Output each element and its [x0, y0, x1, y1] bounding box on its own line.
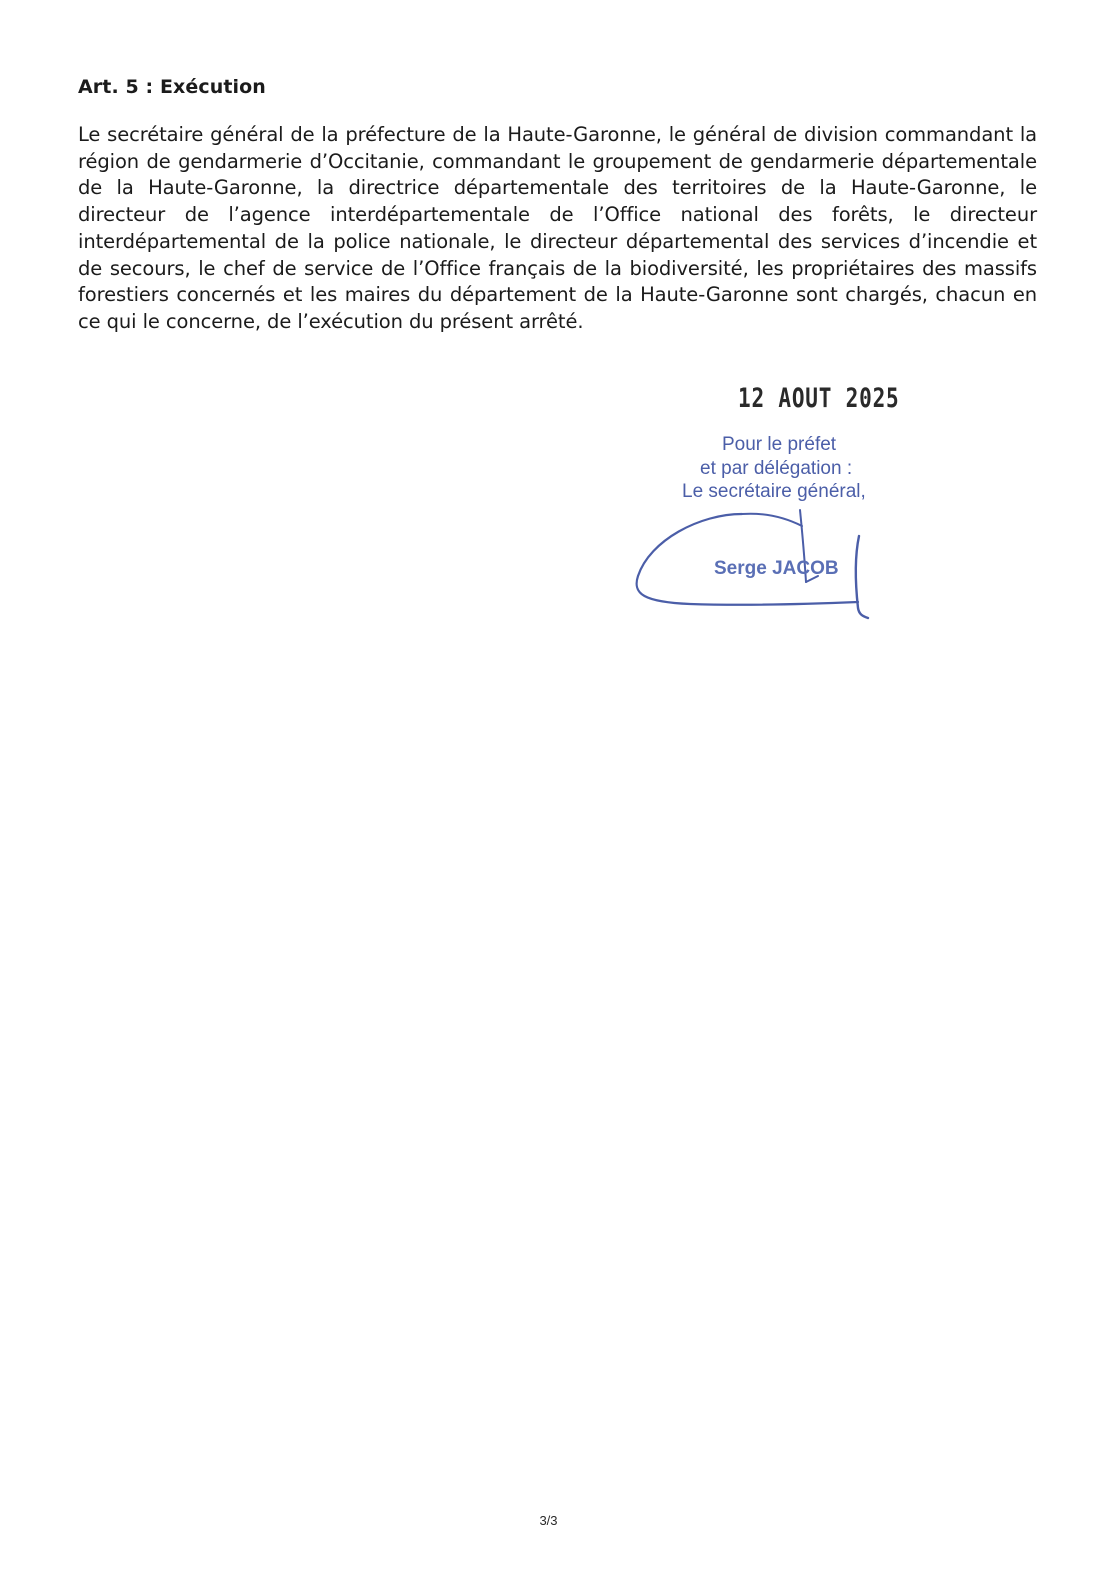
page-number: 3/3 — [539, 1513, 558, 1528]
date-stamp: 12 AOUT 2025 — [738, 383, 900, 414]
signature-line-1: Pour le préfet — [722, 434, 837, 455]
article-body: Le secrétaire général de la préfecture de la Haute-Garonne, le général de division commandant la région de gendarmerie d’Occitanie, commandant le groupement de gendarmerie départementale de la Haute-Garonne, la directrice départementale des territoires de la Haute-Garonne, le directeur de l’agence interdépartementale de l’Office national des forêts, le directeur interdépartemental de la police nationale, le directeur départemental des services d’incendie et de secours, le chef de service de l’Office français de la biodiversité, les propriétaires des massifs forestiers concernés et les maires du département de la Haute-Garonne sont chargés, chacun en ce qui le concerne, de l’exécution du présent arrêté. — [78, 123, 1037, 333]
article-heading: Art. 5 : Exécution — [78, 76, 266, 98]
signature-block — [630, 430, 900, 630]
signature-line-2: et par délégation : — [700, 458, 853, 479]
signature-line-3: Le secrétaire général, — [682, 481, 866, 502]
signatory-name: Serge JACOB — [714, 558, 839, 579]
